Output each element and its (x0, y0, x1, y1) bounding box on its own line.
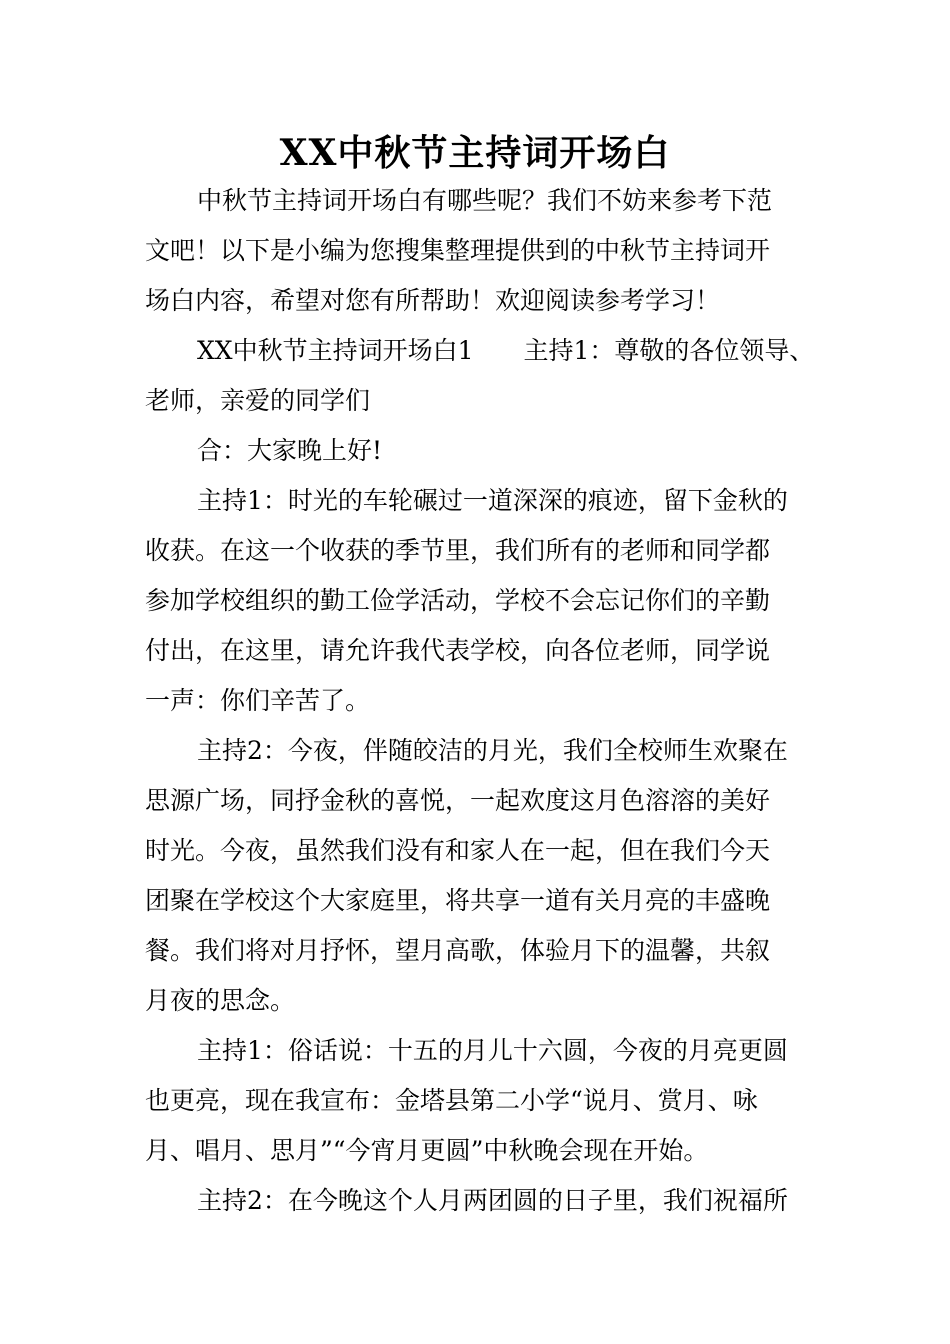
paragraph-line: 主持2：在今晚这个人月两团圆的日子里，我们祝福所 (197, 1186, 788, 1215)
paragraph-line: 也更亮，现在我宣布：金塔县第二小学“说月、赏月、咏 (145, 1086, 758, 1115)
paragraph-line: 中秋节主持词开场白有哪些呢？我们不妨来参考下范 (197, 186, 773, 215)
document-body (145, 176, 815, 1226)
paragraph-line: 付出，在这里，请允许我代表学校，向各位老师，同学说 (145, 636, 771, 665)
paragraph-line: 月夜的思念。 (145, 986, 296, 1015)
paragraph-line: XX中秋节主持词开场白1 主持1：尊敬的各位领导、 (197, 336, 815, 365)
paragraph-line: 场白内容，希望对您有所帮助！欢迎阅读参考学习！ (145, 286, 721, 315)
paragraph-line: 思源广场，同抒金秋的喜悦，一起欢度这月色溶溶的美好 (145, 786, 771, 815)
paragraph-line: 参加学校组织的勤工俭学活动，学校不会忘记你们的辛勤 (145, 586, 771, 615)
paragraph-line: 主持1：俗话说：十五的月儿十六圆，今夜的月亮更圆 (197, 1036, 788, 1065)
paragraph-line: 主持1：时光的车轮碾过一道深深的痕迹，留下金秋的 (197, 486, 788, 515)
paragraph-line: 合：大家晚上好! (197, 436, 383, 465)
paragraph-line: 老师，亲爱的同学们 (145, 386, 371, 415)
paragraph-line: 一声：你们辛苦了。 (145, 686, 371, 715)
paragraph-line: 团聚在学校这个大家庭里，将共享一道有关月亮的丰盛晚 (145, 886, 771, 915)
paragraph-line: 主持2：今夜，伴随皎洁的月光，我们全校师生欢聚在 (197, 736, 788, 765)
paragraph-line: 餐。我们将对月抒怀，望月高歌，体验月下的温馨，共叙 (145, 936, 771, 965)
paragraph-line: 文吧！以下是小编为您搜集整理提供到的中秋节主持词开 (145, 236, 771, 265)
document-title: XX中秋节主持词开场白 (279, 132, 671, 174)
paragraph-line: 收获。在这一个收获的季节里，我们所有的老师和同学都 (145, 536, 771, 565)
paragraph-line: 月、唱月、思月”“今宵月更圆”中秋晚会现在开始。 (145, 1136, 709, 1165)
paragraph-line: 时光。今夜，虽然我们没有和家人在一起，但在我们今天 (145, 836, 771, 865)
